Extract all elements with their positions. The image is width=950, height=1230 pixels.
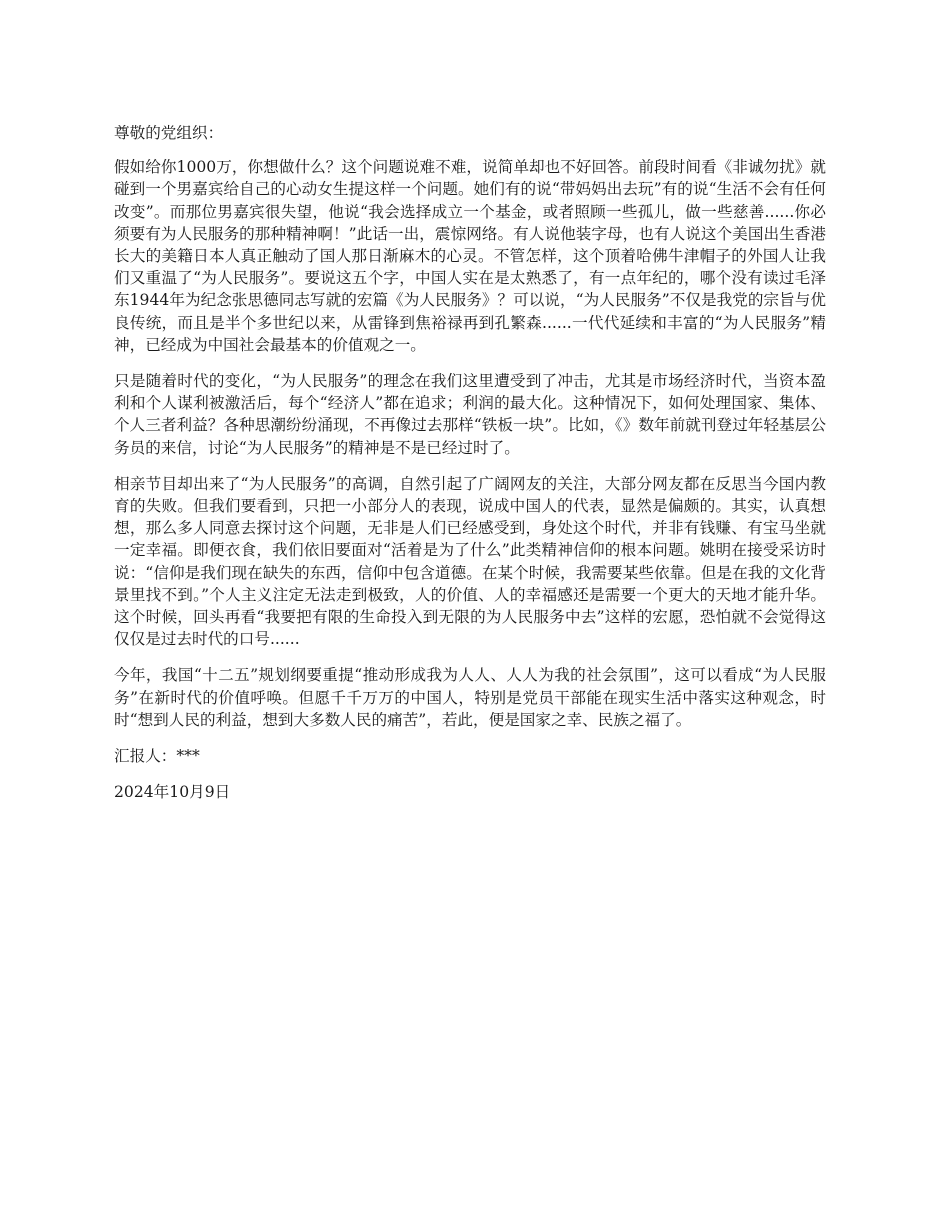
salutation: 尊敬的党组织： xyxy=(114,124,224,142)
paragraph-2: 只是随着时代的变化，“为人民服务”的理念在我们这里遭受到了冲击，尤其是市场经济时代，当资本盈利和个人谋利被激活后，每个“经济人”都在追求；利润的最大化。这种情况下，如何处理国家、集体、个人三者利益？各种思潮纷纷涌现，不再像过去那样“铁板一块”。比如，《》数年前就刊登过年轻基层公务员的来信，讨论“为人民服务”的精神是不是已经过时了。 xyxy=(114,372,826,457)
paragraph-3: 相亲节目却出来了“为人民服务”的高调，自然引起了广阔网友的关注，大部分网友都在反思当今国内教育的失败。但我们要看到，只把一小部分人的表现，说成中国人的代表，显然是偏颇的。其实，认真想想，那么多人同意去探讨这个问题，无非是人们已经感受到，身处这个时代，并非有钱赚、有宝马坐就一定幸福。即便衣食，我们依旧要面对“活着是为了什么”此类精神信仰的根本问题。姚明在接受采访时说：“信仰是我们现在缺失的东西，信仰中包含道德。在某个时候，我需要某些依靠。但是在我的文化背景里找不到。”个人主义注定无法走到极致，人的价值、人的幸福感还是需要一个更大的天地才能升华。这个时候，回头再看“我要把有限的生命投入到无限的为人民服务中去”这样的宏愿，恐怕就不会觉得这仅仅是过去时代的口号...... xyxy=(114,474,826,649)
report-date: 2024年10月9日 xyxy=(114,783,231,802)
document-page xyxy=(114,122,826,817)
paragraph-4: 今年，我国“十二五”规划纲要重提“推动形成我为人人、人人为我的社会氛围”，这可以看成“为人民服务”在新时代的价值呼唤。但愿千千万万的中国人，特别是党员干部能在现实生活中落实这种观念，时时“想到人民的利益，想到大多数人民的痛苦”，若此，便是国家之幸、民族之福了。 xyxy=(114,666,826,729)
signature: 汇报人：*** xyxy=(114,747,200,766)
paragraph-1: 假如给你1000万，你想做什么？这个问题说难不难，说简单却也不好回答。前段时间看《非诚勿扰》就碰到一个男嘉宾给自己的心动女生提这样一个问题。她们有的说“带妈妈出去玩”有的说“生活不会有任何改变”。而那位男嘉宾很失望，他说“我会选择成立一个基金，或者照顾一些孤儿，做一些慈善......你必须要有为人民服务的那种精神啊！”此话一出，震惊网络。有人说他装字母，也有人说这个美国出生香港长大的美籍日本人真正触动了国人那日渐麻木的心灵。不管怎样，这个顶着哈佛牛津帽子的外国人让我们又重温了“为人民服务”。要说这五个字，中国人实在是太熟悉了，有一点年纪的，哪个没有读过毛泽东1944年为纪念张思德同志写就的宏篇《为人民服务》？可以说，“为人民服务”不仅是我党的宗旨与优良传统，而且是半个多世纪以来，从雷锋到焦裕禄再到孔繁森......一代代延续和丰富的“为人民服务”精神，已经成为中国社会最基本的价值观之一。 xyxy=(114,158,826,354)
